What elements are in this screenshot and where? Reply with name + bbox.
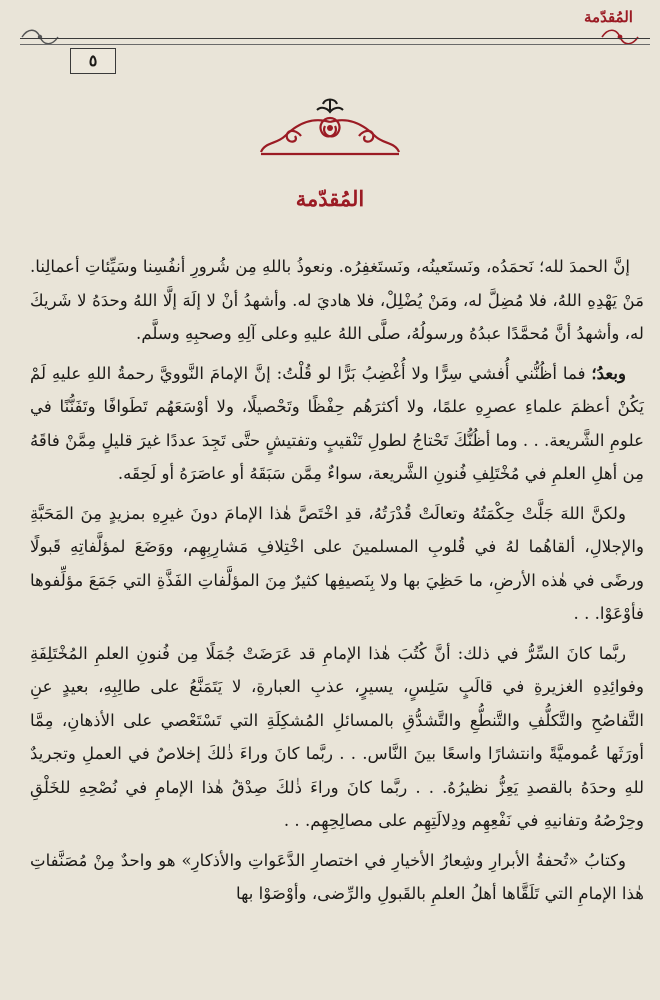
paragraph-text: ربَّما كانَ السِّرُّ في ذلك: أنَّ كُتُبَ هٰذا الإمامِ قد عَرَضَتْ جُمَلًا مِن فُنونِ العلمِ المُخْتَلِفَةِ وفوائِدِهِ الغزيرةِ في قالَبٍ سَلِسٍ، يسيرٍ، عذبِ العبارةِ، لا يَتَمَنَّعُ على طالِبِهِ، بعيدٍ عنِ التَّفاصُحِ والتَّكلُّفِ والتَّنطُّعِ والتَّشدُّقِ بالمسائلِ المُشكِلَةِ التي تَسْتَعْصي على الأذهانِ، مِمَّا أورَثَها عُموميَّةً وانتشارًا واسعًا بينَ النَّاس. . . ربَّما كانَ وراءَ ذٰلكَ إخلاصٌ في العملِ وتجريدٌ للهِ وحدَهُ بالقصدِ يَعِزُّ نظيرُهُ. . . ربَّما كانَ وراءَ ذٰلكَ صِدْقُ هٰذا الإمامِ في نُصْحِهِ للخَلْقِ وحِرْصُهُ وتفانيهِ في نَفْعِهِم ودِلالَتِهِم على مصالِحِهِم. . . xyxy=(30,643,644,830)
header-rule xyxy=(20,38,650,39)
title-ornament-icon xyxy=(255,96,405,160)
paragraph-text: وكتابُ «تُحفةُ الأبرارِ وشِعارُ الأخيارِ في اختصارِ الدَّعَواتِ والأذكارِ» هو واحدٌ مِنْ مُصَنَّفاتِ هٰذا الإمامِ التي تَلَقَّاها أهلُ العلمِ بالقَبولِ والرِّضى، وأوْصَوْا بها xyxy=(30,850,644,903)
paragraph xyxy=(30,497,644,631)
paragraph-lead: وبعدُ؛ xyxy=(591,362,626,383)
page-number: ٥ xyxy=(70,48,116,74)
chapter-title: المُقدّمة xyxy=(295,186,365,211)
header-rule-thin xyxy=(20,44,650,45)
paragraph-text: إنَّ الحمدَ لله؛ نَحمَدُه، ونَستَعينُه، ونَستَغفِرُه. ونعوذُ باللهِ مِن شُرورِ أنفُسِنا وسَيِّئاتِ أعمالِنا. مَنْ يَهْدِهِ اللهُ، فلا مُضِلَّ له، ومَنْ يُضْلِلْ، فلا هاديَ له. وأشهدُ أنْ لا إلَهَ إلَّا اللهُ وحدَهُ لا شَريكَ له، وأشهدُ أنَّ مُحمَّدًا عبدُهُ ورسولُهُ، صلَّى اللهُ عليهِ وعلى آلِهِ وصحبِهِ وسلَّم. xyxy=(30,257,644,343)
paragraph xyxy=(30,637,644,838)
paragraph-text: ولكنَّ اللهَ جَلَّتْ حِكْمَتُهُ وتعالَتْ قُدْرَتُهُ، قدِ اخْتَصَّ هٰذا الإمامَ دونَ غيرِهِ بمزيدٍ مِنَ المَحَبَّةِ والإجلالِ، ألقاهُما لهُ في قُلوبِ المسلمينَ على اخْتِلافِ مَشارِبِهِم، ووَضَعَ لمؤلَّفاتِهِ قَبولًا ورضًى في هٰذه الأرضِ، ما حَظِيَ بها ولا بِنَصيفِها كثيرٌ مِنَ المؤلَّفاتِ الفَذَّةِ التي جَمَعَ مؤلِّفوها فأوْعَوْا. . . xyxy=(30,503,644,623)
paragraph-text: فما أظُنُّني أُفشي سِرًّا ولا أُغْضِبُ بَرًّا لو قُلْتُ: إنَّ الإمامَ النَّوويَّ رحمةُ اللهِ عليهِ لَمْ يَكُنْ أعظمَ علماءِ عصرِهِ علمًا، ولا أكثرَهُم حِفْظًا وتَحْصيلًا، ولا أوْسَعَهُم تَطَوافًا وتَفَنُّنًا في علومِ الشَّريعة. . . وما أظُنُّكَ تَحْتاجُ لطولِ تَنْقيبٍ وتفتيشٍ حتَّى تَجِدَ عددًا غيرَ قليلٍ مِمَّنْ فاقَهُ مِن أهلِ العلمِ في مُخْتَلِفِ فُنونِ الشَّريعة، سواءٌ مِمَّن سَبَقَهُ أو عاصَرَهُ أو لَحِقَه. xyxy=(30,363,644,483)
paragraph xyxy=(30,357,644,491)
running-header-title: المُقدّمة xyxy=(584,8,633,26)
paragraph xyxy=(30,250,644,351)
body-text xyxy=(30,250,644,917)
paragraph xyxy=(30,844,644,911)
